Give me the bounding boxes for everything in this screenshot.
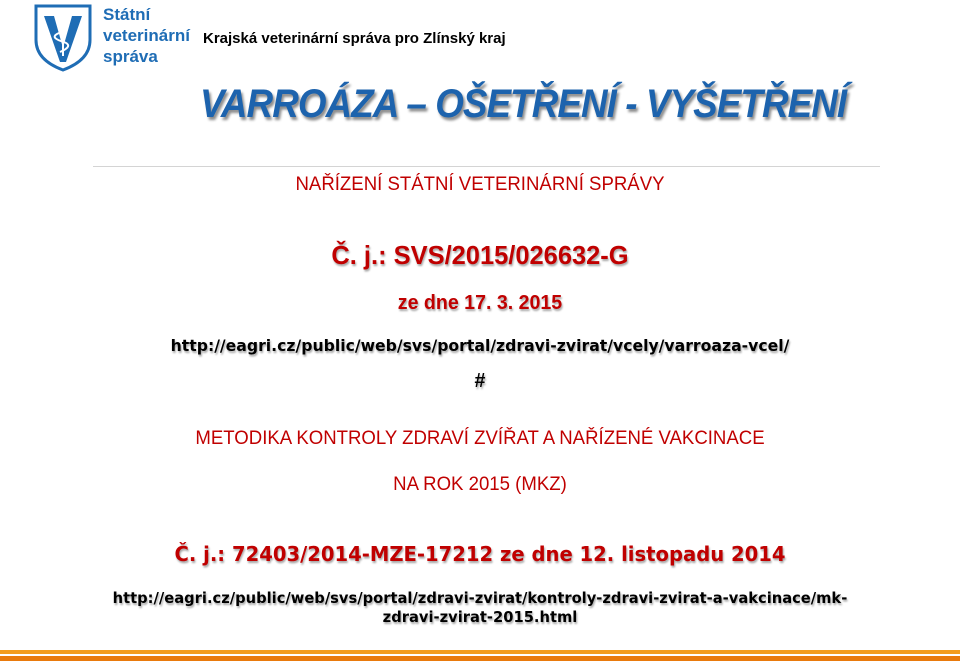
reference-number-1: Č. j.: SVS/2015/026632-G [331, 240, 629, 270]
reference-number-2: Č. j.: 72403/2014-MZE-17212 ze dne 12. listopadu 2014 [174, 542, 786, 566]
logo-line-2: veterinární [103, 26, 190, 45]
svs-logo [30, 2, 198, 72]
divider [93, 166, 880, 167]
link-mkz-line-1[interactable]: http://eagri.cz/public/web/svs/portal/zdravi-zvirat/kontroly-zdravi-zvirat-a-vakcinace/mk- [112, 589, 848, 607]
link-varroaza[interactable]: http://eagri.cz/public/web/svs/portal/zdravi-zvirat/vcely/varroaza-vcel/ [170, 336, 790, 355]
shield-icon [30, 2, 96, 72]
logo-line-1: Státní [103, 5, 151, 24]
link-mkz-line-2[interactable]: zdravi-zvirat-2015.html [382, 608, 578, 626]
hash-mark: # [474, 370, 486, 392]
logo-wordmark [103, 4, 190, 67]
heading-methodology-line-1: METODIKA KONTROLY ZDRAVÍ ZVÍŘAT A NAŘÍZENÉ VAKCINACE [195, 428, 765, 449]
organization-name: Krajská veterinární správa pro Zlínský kraj [203, 30, 506, 47]
logo-line-3: správa [103, 47, 158, 66]
page-title: VARROÁZA – OŠETŘENÍ - VYŠETŘENÍ [200, 82, 847, 126]
heading-regulation: NAŘÍZENÍ STÁTNÍ VETERINÁRNÍ SPRÁVY [295, 174, 665, 195]
date-1: ze dne 17. 3. 2015 [397, 292, 563, 314]
footer-bar [0, 650, 960, 661]
heading-methodology-line-2: NA ROK 2015 (MKZ) [393, 474, 567, 495]
